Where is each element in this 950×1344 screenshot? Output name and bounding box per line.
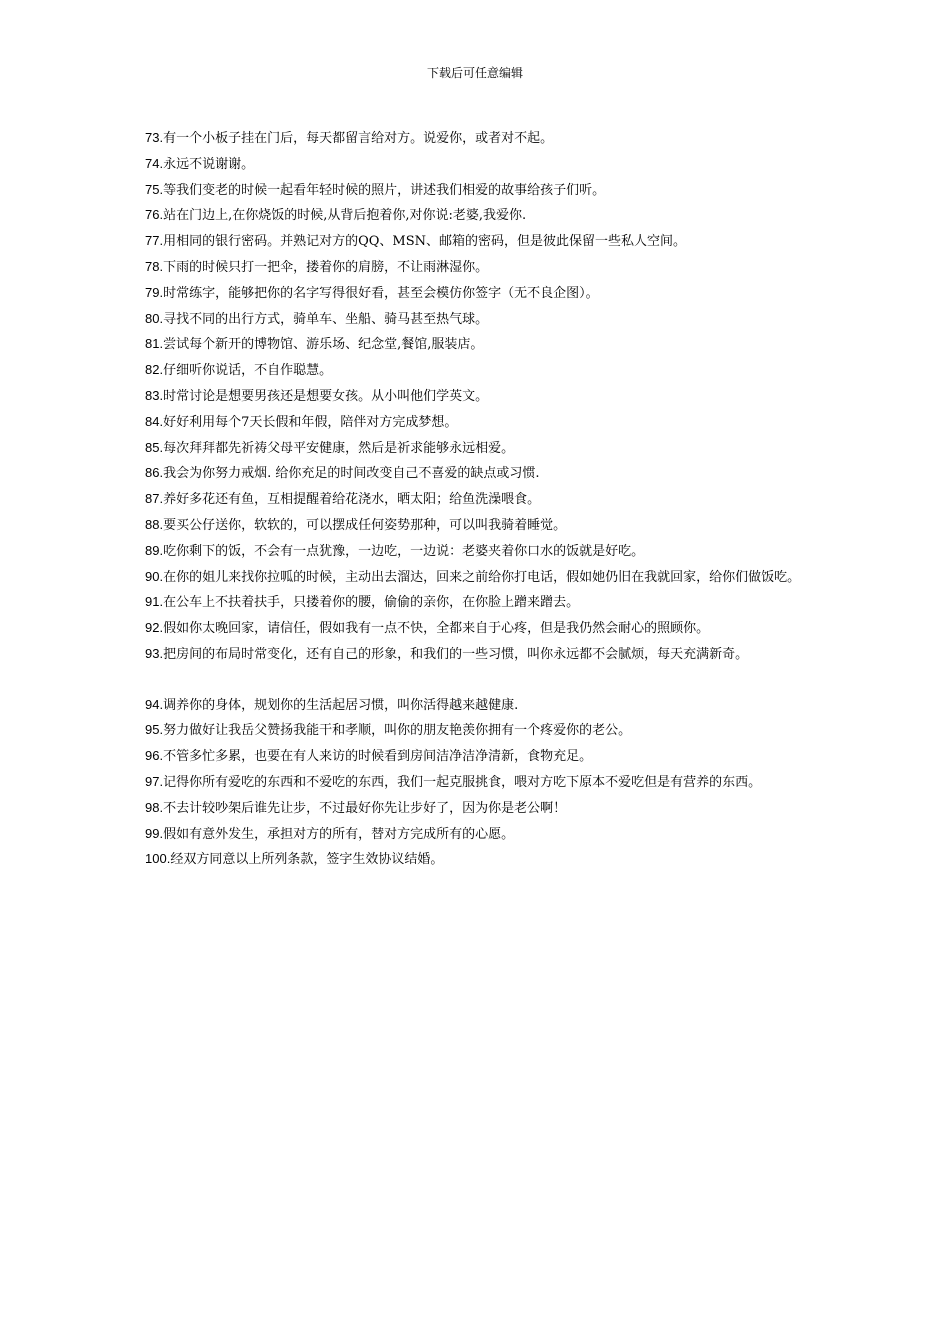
item-number: 80. <box>145 310 164 326</box>
item-number: 98. <box>145 799 164 815</box>
list-item <box>145 616 825 642</box>
list-item <box>145 822 825 848</box>
item-number: 76. <box>145 207 164 223</box>
list-item <box>145 152 825 178</box>
list-item <box>145 281 825 307</box>
list-item <box>145 229 825 255</box>
item-number: 92. <box>145 620 164 636</box>
item-number: 78. <box>145 258 164 274</box>
item-number: 99. <box>145 825 164 841</box>
item-text: 努力做好让我岳父赞扬我能干和孝顺，叫你的朋友艳羡你拥有一个疼爱你的老公。 <box>163 723 632 739</box>
item-text: 我会为你努力戒烟. 给你充足的时间改变自己不喜爱的缺点或习惯. <box>163 466 540 482</box>
list-item <box>145 332 825 358</box>
item-number: 94. <box>145 696 164 712</box>
item-list <box>145 126 825 873</box>
item-text: 仔细听你说话，不自作聪慧。 <box>163 363 333 379</box>
item-text: 永远不说谢谢。 <box>163 156 255 172</box>
list-item <box>145 178 825 204</box>
item-text: 寻找不同的出行方式，骑单车、坐船、骑马甚至热气球。 <box>163 311 489 327</box>
list-item <box>145 642 825 668</box>
item-number: 79. <box>145 284 164 300</box>
item-number: 88. <box>145 516 164 532</box>
page-header: 下载后可任意编辑 <box>426 66 523 80</box>
list-item <box>145 513 825 539</box>
item-number: 96. <box>145 748 164 764</box>
item-text: 记得你所有爱吃的东西和不爱吃的东西，我们一起克服挑食，喂对方吃下原本不爱吃但是有营养的东西。 <box>163 774 762 790</box>
item-text: 有一个小板子挂在门后，每天都留言给对方。说爱你，或者对不起。 <box>163 131 554 146</box>
item-text: 下雨的时候只打一把伞，搂着你的肩膀，不让雨淋湿你。 <box>163 259 489 275</box>
item-text: 在你的姐儿来找你拉呱的时候，主动出去溜达，回来之前给你打电话，假如她仍旧在我就回家，给你们做饭吃。 <box>163 569 801 585</box>
list-item <box>145 461 825 487</box>
item-number: 85. <box>145 439 164 455</box>
list-item <box>145 718 825 744</box>
item-text: 每次拜拜都先祈祷父母平安健康，然后是祈求能够永远相爱。 <box>163 440 515 456</box>
item-number: 84. <box>145 413 164 429</box>
list-item <box>145 770 825 796</box>
list-item <box>145 255 825 281</box>
item-text: 假如你太晚回家，请信任，假如我有一点不快，全都来自于心疼，但是我仍然会耐心的照顾你。 <box>163 621 710 637</box>
item-text: 在公车上不扶着扶手，只搂着你的腰，偷偷的亲你，在你脸上蹭来蹭去。 <box>163 595 580 611</box>
item-number: 77. <box>145 233 164 249</box>
list-item <box>145 358 825 384</box>
item-number: 87. <box>145 491 164 507</box>
item-number: 73. <box>145 130 164 145</box>
item-text: 调养你的身体，规划你的生活起居习惯，叫你活得越来越健康. <box>163 697 519 713</box>
item-text: 假如有意外发生，承担对方的所有，替对方完成所有的心愿。 <box>163 826 515 842</box>
item-text: 吃你剩下的饭，不会有一点犹豫，一边吃，一边说：老婆夹着你口水的饭就是好吃。 <box>163 543 645 559</box>
list-item <box>145 744 825 770</box>
item-text: 等我们变老的时候一起看年轻时候的照片，讲述我们相爱的故事给孩子们听。 <box>163 182 606 198</box>
item-number: 89. <box>145 542 164 558</box>
list-item <box>145 590 825 616</box>
item-text: 时常讨论是想要男孩还是想要女孩。从小叫他们学英文。 <box>163 388 489 404</box>
list-item <box>145 410 825 436</box>
list-item <box>145 539 825 565</box>
item-number: 82. <box>145 362 164 378</box>
item-number: 100. <box>145 851 171 867</box>
item-text: 要买公仔送你，软软的，可以摆成任何姿势那种，可以叫我骑着睡觉。 <box>163 517 567 533</box>
item-text: 经双方同意以上所列条款，签字生效协议结婚。 <box>170 852 444 868</box>
item-text: 站在门边上,在你烧饭的时候,从背后抱着你,对你说:老婆,我爱你. <box>163 208 527 224</box>
item-text: 把房间的布局时常变化，还有自己的形象，和我们的一些习惯，叫你永远都不会腻烦，每天充满新奇。 <box>163 646 749 662</box>
list-item <box>145 203 825 229</box>
list-item <box>145 796 825 822</box>
list-item <box>145 436 825 462</box>
list-item <box>145 565 825 591</box>
item-number: 93. <box>145 645 164 661</box>
item-number: 83. <box>145 387 164 403</box>
item-text: 不去计较吵架后谁先让步，不过最好你先让步好了，因为你是老公啊！ <box>163 800 567 816</box>
item-number: 81. <box>145 336 164 352</box>
list-item <box>145 307 825 333</box>
item-number: 74. <box>145 155 164 171</box>
list-item <box>145 384 825 410</box>
item-text: 好好利用每个7天长假和年假，陪伴对方完成梦想。 <box>163 414 458 430</box>
item-text: 尝试每个新开的博物馆、游乐场、纪念堂,餐馆,服装店。 <box>163 337 484 353</box>
list-item <box>145 487 825 513</box>
item-text: 时常练字，能够把你的名字写得很好看，甚至会模仿你签字（无不良企图）。 <box>163 285 599 301</box>
item-number: 91. <box>145 594 164 610</box>
item-text: 不管多忙多累，也要在有人来访的时候看到房间洁净洁净清新，食物充足。 <box>163 749 593 765</box>
list-item <box>145 693 825 719</box>
item-number: 97. <box>145 773 164 789</box>
item-number: 90. <box>145 568 164 584</box>
item-text: 养好多花还有鱼，互相提醒着给花浇水，晒太阳；给鱼洗澡喂食。 <box>163 492 541 508</box>
list-item <box>145 847 825 873</box>
item-number: 95. <box>145 722 164 738</box>
item-number: 75. <box>145 181 164 197</box>
item-text: 用相同的银行密码。并熟记对方的QQ、MSN、邮箱的密码，但是彼此保留一些私人空间。 <box>163 234 686 250</box>
paragraph-gap <box>145 668 825 693</box>
item-number: 86. <box>145 465 164 481</box>
list-item <box>145 126 825 152</box>
